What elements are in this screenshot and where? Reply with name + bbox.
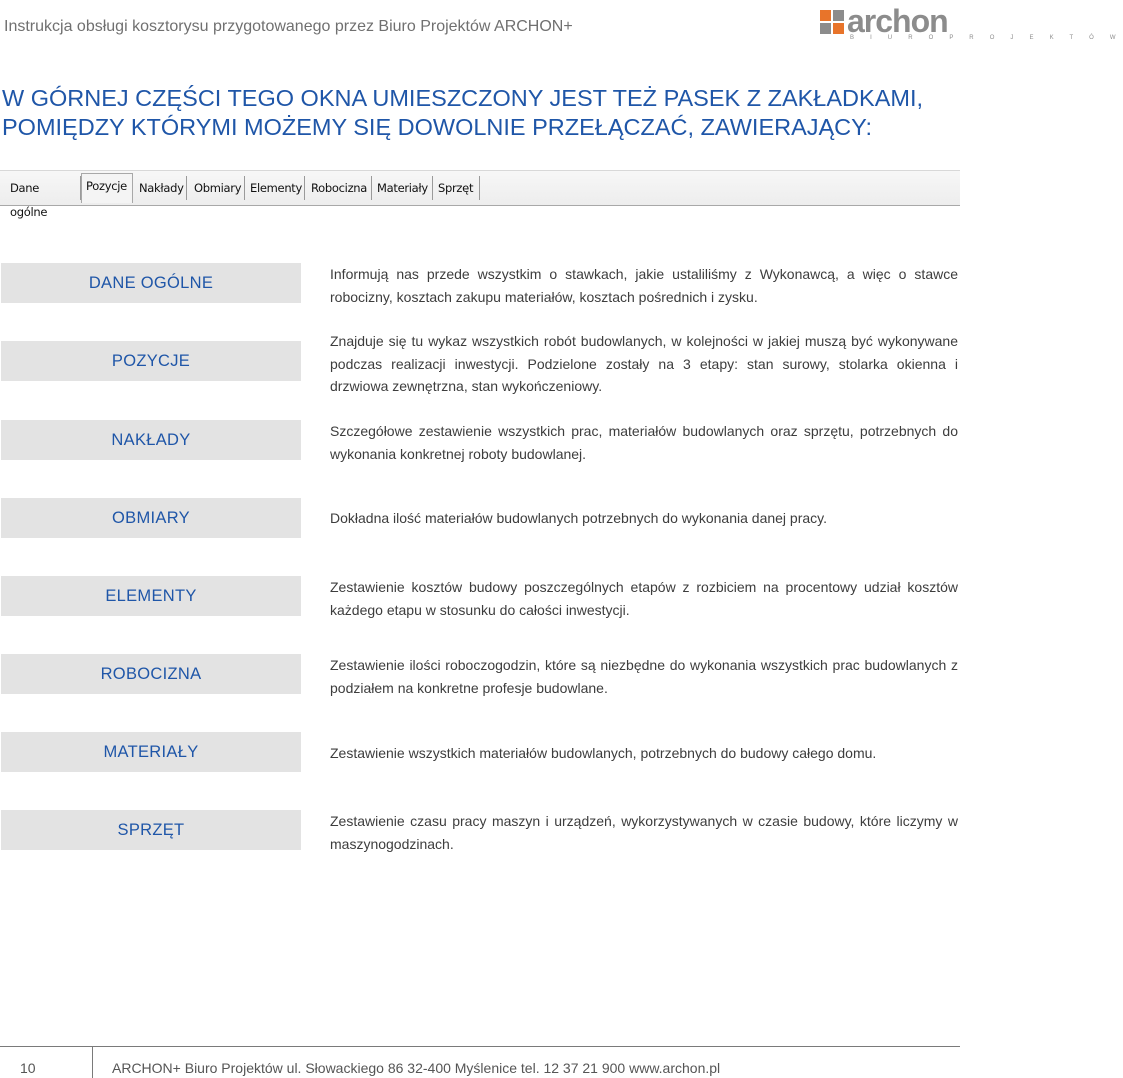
tab-materialy[interactable]: Materiały bbox=[373, 176, 433, 200]
document-header bbox=[0, 0, 1123, 48]
row-description: Szczegółowe zestawienie wszystkich prac, materiałów budowlanych oraz sprzętu, potrzebnych do wykonania konkretnej roboty budowlanej. bbox=[330, 423, 958, 462]
row-label: DANE OGÓLNE bbox=[1, 263, 301, 303]
row-label: MATERIAŁY bbox=[1, 732, 301, 772]
row-label: POZYCJE bbox=[1, 341, 301, 381]
header-title: Instrukcja obsługi kosztorysu przygotowanego przez Biuro Projektów ARCHON+ bbox=[4, 18, 573, 35]
logo-subtitle: B I U R O P R O J E K T Ó W bbox=[850, 35, 1123, 41]
tab-pozycje[interactable]: Pozycje bbox=[81, 173, 133, 203]
tab-sprzet[interactable]: Sprzęt bbox=[434, 176, 480, 200]
footer-divider bbox=[92, 1046, 93, 1078]
tab-obmiary[interactable]: Obmiary bbox=[190, 176, 245, 200]
footer-rule bbox=[0, 1046, 960, 1047]
archon-logo-mark-icon bbox=[820, 10, 844, 34]
row-label: NAKŁADY bbox=[1, 420, 301, 460]
row-description: Zestawienie czasu pracy maszyn i urządzeń, wykorzystywanych w czasie budowy, które liczymy w maszynogodzinach. bbox=[330, 813, 958, 852]
row-description: Informują nas przede wszystkim o stawkach, jakie ustaliliśmy z Wykonawcą, a więc o stawce robocizny, kosztach zakupu materiałów, kosztach pośrednich i zysku. bbox=[330, 266, 958, 305]
page-number: 10 bbox=[20, 1060, 36, 1076]
row-label: SPRZĘT bbox=[1, 810, 301, 850]
footer-contact: ARCHON+ Biuro Projektów ul. Słowackiego 86 32-400 Myślenice tel. 12 37 21 900 www.archon.pl bbox=[112, 1060, 721, 1076]
logo-wordmark: archon bbox=[847, 3, 948, 39]
row-description: Dokładna ilość materiałów budowlanych potrzebnych do wykonania danej pracy. bbox=[330, 510, 828, 526]
row-description: Zestawienie kosztów budowy poszczególnych etapów z rozbiciem na procentowy udział kosztów każdego etapu w stosunku do całości inwestycji. bbox=[330, 579, 958, 618]
tab-dane-ogolne[interactable]: Dane ogólne bbox=[6, 176, 81, 200]
heading-line-1: W GÓRNEJ CZĘŚCI TEGO OKNA UMIESZCZONY JEST TEŻ PASEK Z ZAKŁADKAMI, bbox=[2, 85, 924, 111]
row-description: Znajduje się tu wykaz wszystkich robót budowlanych, w kolejności w jakiej muszą być wykonywane podczas realizacji inwestycji. Podzielone zostały na 3 etapy: stan surowy, stolarka okienna i drzwiowa zewnętrzna, stan wykończeniowy. bbox=[330, 333, 958, 394]
row-label: ROBOCIZNA bbox=[1, 654, 301, 694]
row-label: OBMIARY bbox=[1, 498, 301, 538]
tab-elementy[interactable]: Elementy bbox=[246, 176, 305, 200]
tab-robocizna[interactable]: Robocizna bbox=[307, 176, 372, 200]
row-description: Zestawienie wszystkich materiałów budowlanych, potrzebnych do budowy całego domu. bbox=[330, 745, 877, 761]
row-description: Zestawienie ilości roboczogodzin, które są niezbędne do wykonania wszystkich prac budowlanych z podziałem na konkretne profesje budowlane. bbox=[330, 657, 958, 696]
heading-line-2: POMIĘDZY KTÓRYMI MOŻEMY SIĘ DOWOLNIE PRZEŁĄCZAĆ, ZAWIERAJĄCY: bbox=[2, 114, 873, 140]
tab-naklady[interactable]: Nakłady bbox=[135, 176, 187, 200]
archon-logo bbox=[820, 3, 1123, 44]
row-label: ELEMENTY bbox=[1, 576, 301, 616]
section-heading bbox=[2, 84, 952, 142]
tab-bar-screenshot bbox=[0, 170, 960, 219]
